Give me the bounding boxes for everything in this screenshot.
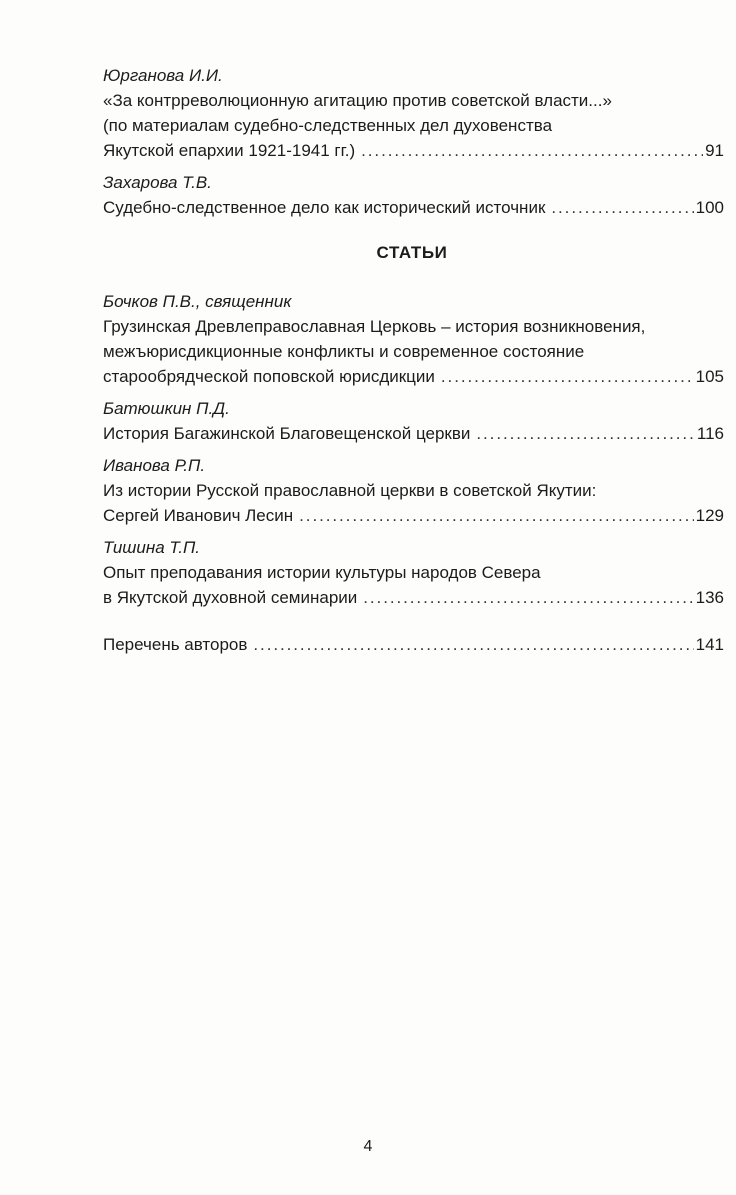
toc-entry: [103, 289, 724, 389]
entry-author: Бочков П.В., священник: [103, 292, 292, 311]
dot-leader: [253, 632, 693, 657]
entry-leader-line: [103, 503, 724, 528]
entry-title-line: Из истории Русской православной церкви в советской Якутии:: [103, 481, 597, 500]
entry-page-number: 136: [695, 588, 724, 607]
toc-entry: [103, 170, 724, 220]
entry-page-number: 105: [695, 367, 724, 386]
entry-page-number: 141: [695, 635, 724, 654]
dot-leader: [476, 421, 695, 446]
entry-page-number: 116: [696, 424, 724, 443]
entry-leader-line: [103, 138, 724, 163]
dot-leader: [441, 364, 694, 389]
toc-entry: [103, 453, 724, 528]
entry-leader-line: [103, 364, 724, 389]
entry-page-number: 91: [705, 141, 724, 160]
entry-leader-line: [103, 421, 724, 446]
dot-leader: [299, 503, 693, 528]
entry-page-number: 129: [695, 506, 724, 525]
entry-title-line: межъюрисдикционные конфликты и современное состояние: [103, 342, 585, 361]
toc-entry: [103, 396, 724, 446]
entry-leader-line: [103, 585, 724, 610]
entry-author: Захарова Т.В.: [103, 173, 212, 192]
toc-entry: [103, 535, 724, 610]
entry-title-line: (по материалам судебно-следственных дел духовенства: [103, 116, 553, 135]
entry-title-line: Грузинская Древлеправославная Церковь – история возникновения,: [103, 317, 646, 336]
entry-title-line: Судебно-следственное дело как исторический источник: [103, 198, 546, 217]
entry-leader-line: [103, 195, 724, 220]
section-heading: СТАТЬИ: [376, 243, 448, 262]
entry-title-line: Якутской епархии 1921-1941 гг.): [103, 141, 356, 160]
entry-author: Тишина Т.П.: [103, 538, 201, 557]
entry-title-line: в Якутской духовной семинарии: [103, 588, 358, 607]
table-of-contents: [103, 63, 724, 657]
entry-author: Батюшкин П.Д.: [103, 399, 230, 418]
entry-title-line: История Багажинской Благовещенской церкви: [103, 424, 471, 443]
page-number: 4: [363, 1138, 373, 1155]
entry-title-line: старообрядческой поповской юрисдикции: [103, 367, 435, 386]
dot-leader: [551, 195, 693, 220]
entry-page-number: 100: [695, 198, 724, 217]
spacer: [103, 610, 724, 632]
entry-leader-line: [103, 632, 724, 657]
authors-list-title: Перечень авторов: [103, 635, 248, 654]
dot-leader: [361, 138, 703, 163]
entry-author: Юрганова И.И.: [103, 66, 223, 85]
entry-title-line: Опыт преподавания истории культуры народов Севера: [103, 563, 541, 582]
toc-entry: [103, 63, 724, 163]
entry-title-line: «За контрреволюционную агитацию против советской власти...»: [103, 91, 612, 110]
entry-title-line: Сергей Иванович Лесин: [103, 506, 294, 525]
toc-entry: [103, 632, 724, 657]
dot-leader: [363, 585, 693, 610]
entry-author: Иванова Р.П.: [103, 456, 206, 475]
